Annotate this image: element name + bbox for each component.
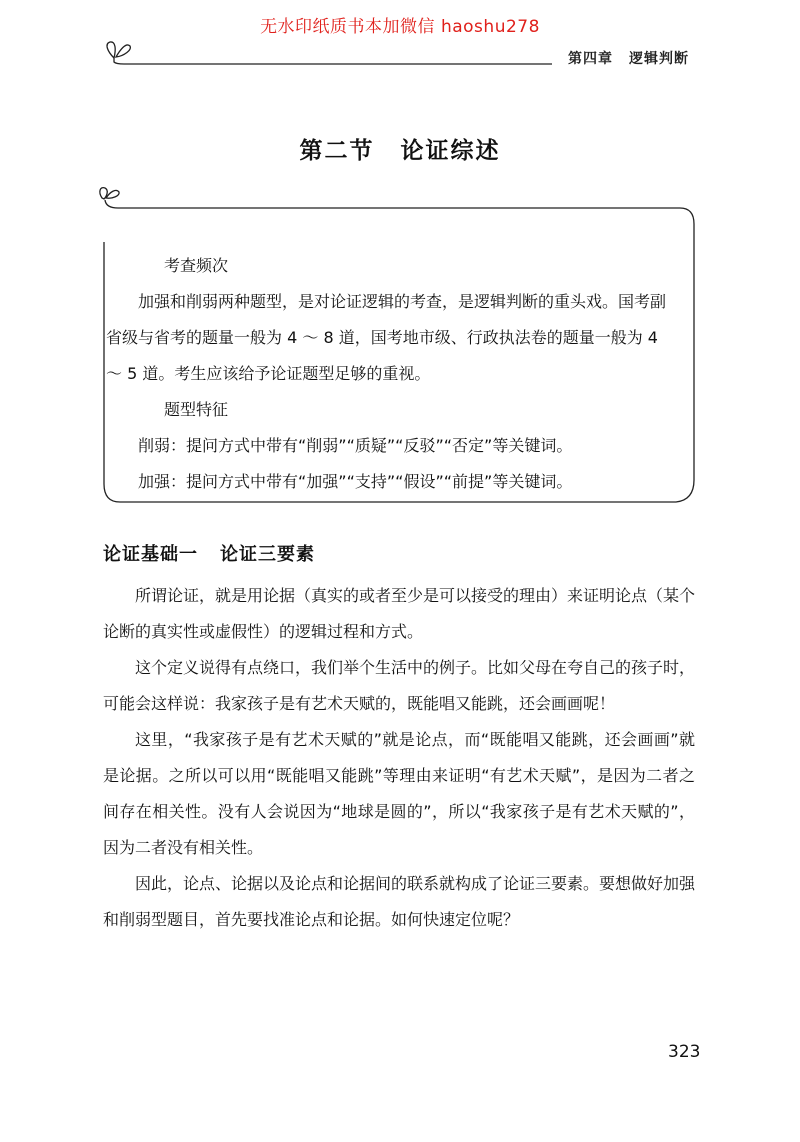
frequency-label: 考查频次 xyxy=(164,256,229,275)
header-rule xyxy=(100,30,560,70)
section-number: 第二节 xyxy=(299,138,375,164)
section-name: 论证综述 xyxy=(400,138,501,164)
info-box xyxy=(106,248,674,500)
body-text xyxy=(103,578,695,938)
paragraph: 所谓论证，就是用论据（真实的或者至少是可以接受的理由）来证明论点（某个论断的真实性或虚假性）的逻辑过程和方式。 xyxy=(103,586,696,641)
page-number: 323 xyxy=(668,1042,701,1062)
chapter-title: 逻辑判断 xyxy=(629,51,689,67)
type-label: 题型特征 xyxy=(164,400,229,419)
chapter-heading xyxy=(568,48,689,68)
sprout-icon xyxy=(100,188,119,199)
sprout-icon xyxy=(107,42,552,64)
subsection-title: 论证三要素 xyxy=(220,544,315,565)
paragraph: 这个定义说得有点绕口，我们举个生活中的例子。比如父母在夸自己的孩子时，可能会这样说：我家孩子是有艺术天赋的，既能唱又能跳，还会画画呢！ xyxy=(103,658,696,713)
paragraph: 因此，论点、论据以及论点和论据间的联系就构成了论证三要素。要想做好加强和削弱型题目，首先要找准论点和论据。如何快速定位呢？ xyxy=(103,874,696,929)
frequency-text: 加强和削弱两种题型，是对论证逻辑的考查，是逻辑判断的重头戏。国考副省级与省考的题量一般为 4 ～ 8 道，国考地市级、行政执法卷的题量一般为 4 ～ 5 道。考生应该给予论证题型足够的重视。 xyxy=(106,292,667,383)
subsection-label: 论证基础一 xyxy=(103,544,198,565)
watermark: 无水印纸质书本加微信 haoshu278 xyxy=(260,17,540,37)
weaken-text: 削弱：提问方式中带有“削弱”“质疑”“反驳”“否定”等关键词。 xyxy=(138,436,573,455)
chapter-number: 第四章 xyxy=(568,51,613,67)
section-title xyxy=(0,132,800,165)
strengthen-text: 加强：提问方式中带有“加强”“支持”“假设”“前提”等关键词。 xyxy=(138,472,573,491)
paragraph: 这里，“我家孩子是有艺术天赋的”就是论点，而“既能唱又能跳，还会画画”就是论据。之所以可以用“既能唱又能跳”等理由来证明“有艺术天赋”，是因为二者之间存在相关性。没有人会说因为“地球是圆的”，所以“我家孩子是有艺术天赋的”，因为二者没有相关性。 xyxy=(103,730,695,857)
subsection-heading xyxy=(103,540,315,566)
